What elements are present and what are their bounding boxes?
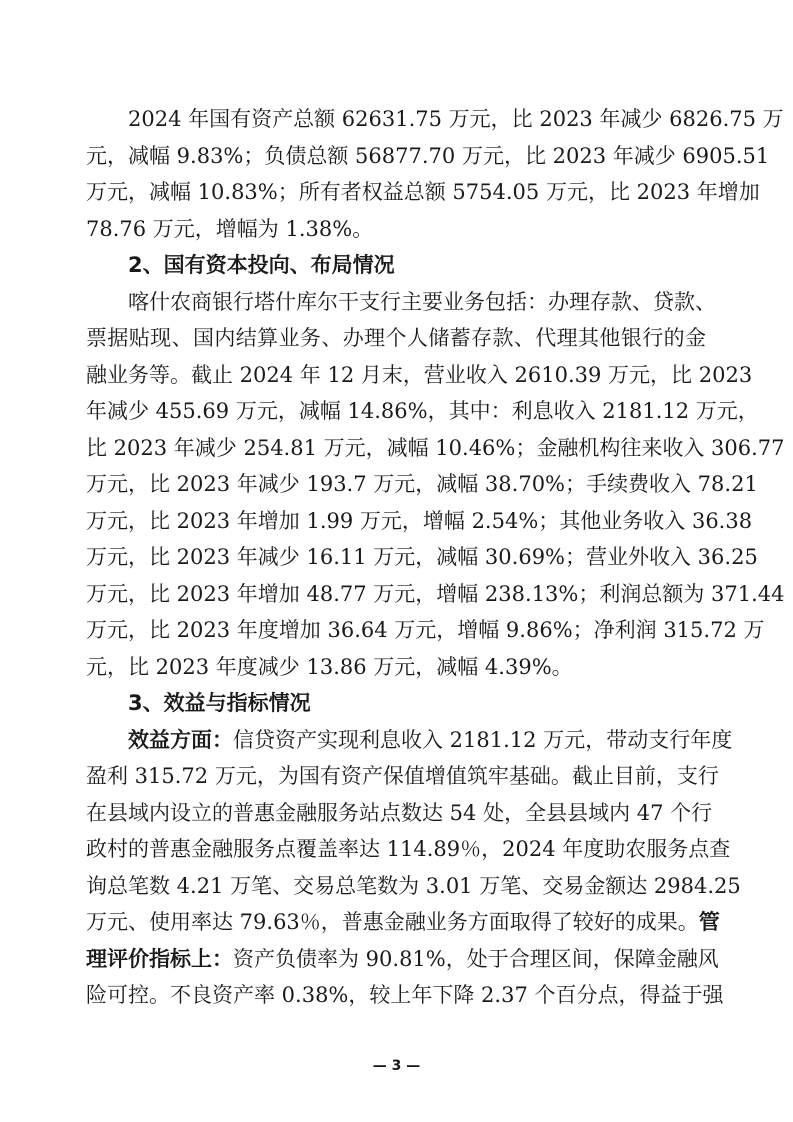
- text-line: 政村的普惠金融服务点覆盖率达 114.89％，2024 年度助农服务点查: [86, 837, 731, 861]
- text-line: 票据贴现、国内结算业务、办理个人储蓄存款、代理其他银行的金: [86, 326, 706, 350]
- text-line: 万元，比 2023 年度增加 36.64 万元，增幅 9.86%；净利润 315.72 万: [86, 618, 765, 642]
- text-line: 元，比 2023 年度减少 13.86 万元，减幅 4.39%。: [86, 654, 573, 679]
- text-line: 2024 年国有资产总额 62631.75 万元，比 2023 年减少 6826.75 万: [128, 107, 784, 131]
- text-line: 询总笔数 4.21 万笔、交易总笔数为 3.01 万笔、交易金额达 2984.25: [86, 873, 741, 898]
- text-line: 喀什农商银行塔什库尔干支行主要业务包括：办理存款、贷款、: [128, 289, 716, 314]
- text-line: 元，减幅 9.83%；负债总额 56877.70 万元，比 2023 年减少 6905.51: [86, 143, 770, 168]
- text-line: 在县域内设立的普惠金融服务站点数达 54 处，全县县域内 47 个行: [86, 800, 713, 825]
- text-line: [86, 722, 733, 759]
- text-span: 信贷资产实现利息收入 2181.12 万元，带动支行年度: [233, 727, 733, 752]
- section-heading-2: 2、国有资本投向、布局情况: [128, 253, 395, 277]
- text-line: 万元，比 2023 年减少 16.11 万元，减幅 30.69%；营业外收入 36.25: [86, 545, 758, 569]
- text-line: 比 2023 年减少 254.81 万元，减幅 10.46%；金融机构往来收入 306.77: [86, 435, 785, 460]
- text-line: 万元，减幅 10.83%；所有者权益总额 5754.05 万元，比 2023 年增加: [86, 180, 760, 204]
- text-line: [86, 941, 719, 978]
- page-number: — 3 —: [372, 1058, 421, 1074]
- bold-lead: 理评价指标上：: [86, 946, 233, 971]
- text-line: 融业务等。截止 2024 年 12 月末，营业收入 2610.39 万元，比 2023: [86, 362, 753, 387]
- bold-lead: 管: [698, 910, 720, 934]
- document-body: [86, 101, 785, 1014]
- text-line: [86, 904, 720, 941]
- text-line: 盈利 315.72 万元，为国有资产保值增值筑牢基础。截止目前，支行: [86, 764, 719, 788]
- text-line: 万元，比 2023 年减少 193.7 万元，减幅 38.70%；手续费收入 78.21: [86, 472, 758, 496]
- text-line: 万元，比 2023 年增加 48.77 万元，增幅 238.13%；利润总额为 371.44: [86, 581, 785, 606]
- text-line: 险可控。不良资产率 0.38%，较上年下降 2.37 个百分点，得益于强: [86, 983, 724, 1007]
- text-line: 年减少 455.69 万元，减幅 14.86%，其中：利息收入 2181.12 万元，: [86, 399, 759, 423]
- text-span: 万元、使用率达 79.63％，普惠金融业务方面取得了较好的成果。: [86, 910, 699, 934]
- text-line: 万元，比 2023 年增加 1.99 万元，增幅 2.54%；其他业务收入 36.38: [86, 508, 753, 533]
- text-line: 78.76 万元，增幅为 1.38%。: [86, 216, 374, 241]
- bold-lead: 效益方面：: [128, 727, 233, 752]
- text-span: 资产负债率为 90.81%，处于合理区间，保障金融风: [233, 946, 719, 971]
- section-heading-3: 3、效益与指标情况: [128, 691, 311, 715]
